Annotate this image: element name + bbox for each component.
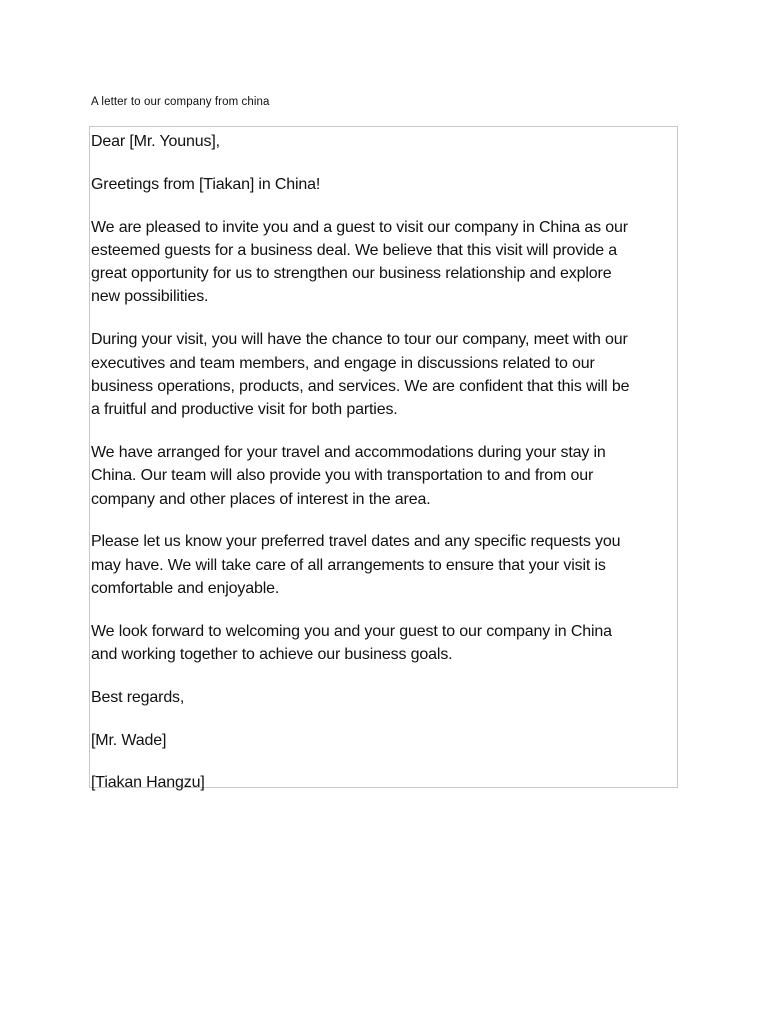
sender-name: [Mr. Wade] [91, 731, 167, 749]
paragraph-line: executives and team members, and engage in discussions related to our [91, 354, 595, 372]
paragraph-line: We look forward to welcoming you and your guest to our company in China [91, 622, 612, 640]
letter-body [89, 126, 678, 792]
paragraph-dates [91, 530, 677, 600]
paragraph-line: and working together to achieve our business goals. [91, 646, 453, 664]
paragraph-closing [91, 620, 677, 667]
paragraph-line: China. Our team will also provide you with transportation to and from our [91, 467, 594, 485]
paragraph-line: may have. We will take care of all arrangements to ensure that your visit is [91, 556, 606, 574]
paragraph-line: great opportunity for us to strengthen our business relationship and explore [91, 265, 612, 283]
paragraph-invite [91, 216, 677, 309]
paragraph-line: We have arranged for your travel and accommodations during your stay in [91, 443, 606, 461]
sign-off: Best regards, [91, 688, 185, 706]
document-title: A letter to our company from china [91, 96, 270, 108]
salutation: Dear [Mr. Younus], [91, 133, 220, 150]
paragraph-line: During your visit, you will have the chance to tour our company, meet with our [91, 331, 628, 349]
paragraph-line: business operations, products, and services. We are confident that this will be [91, 377, 630, 395]
paragraph-line: esteemed guests for a business deal. We believe that this visit will provide a [91, 241, 618, 259]
paragraph-travel [91, 441, 677, 511]
greeting: Greetings from [Tiakan] in China! [91, 175, 321, 193]
paragraph-line: company and other places of interest in the area. [91, 490, 431, 508]
paragraph-line: We are pleased to invite you and a guest to visit our company in China as our [91, 218, 628, 236]
paragraph-line: new possibilities. [91, 288, 209, 306]
paragraph-visit [91, 328, 677, 421]
paragraph-line: a fruitful and productive visit for both parties. [91, 401, 398, 419]
paragraph-line: comfortable and enjoyable. [91, 579, 280, 597]
paragraph-line: Please let us know your preferred travel dates and any specific requests you [91, 533, 621, 551]
sender-company: [Tiakan Hangzu] [91, 774, 205, 792]
